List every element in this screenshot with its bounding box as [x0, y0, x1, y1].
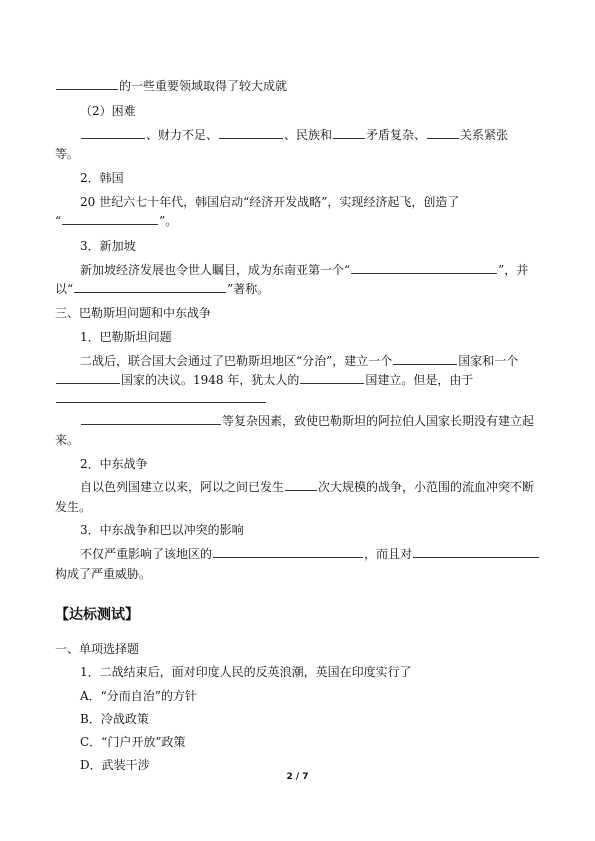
page-number: 2 / 7	[286, 772, 309, 782]
text-line: 二战后，联合国大会通过了巴勒斯坦地区“分治”，建立一个 国家和一个	[80, 354, 519, 368]
fill-blank[interactable]	[81, 413, 221, 425]
subheading-middle-east-war: 2．中东战争	[80, 457, 148, 471]
subheading-korea: 2．韩国	[80, 171, 124, 185]
text-line: 的一些重要领域取得了较大成就	[55, 78, 287, 94]
fill-blank[interactable]	[393, 353, 457, 365]
question-1: 1．二战结束后，面对印度人民的反英浪潮，英国在印度实行了	[80, 665, 412, 679]
fill-blank[interactable]	[56, 391, 266, 403]
text-line: 20 世纪六七十年代，韩国启动“经济开发战略”，实现经济起飞，创造了	[80, 195, 460, 209]
text-line: 、财力不足、 、民族和 矛盾复杂、 关系紧张	[80, 127, 508, 143]
fill-blank[interactable]	[74, 281, 226, 293]
subheading-singapore: 3．新加坡	[80, 239, 136, 253]
subheading-impact: 3．中东战争和巴以冲突的影响	[80, 523, 244, 537]
fill-blank[interactable]	[285, 479, 317, 491]
subheading-difficulties: （2）困难	[80, 104, 136, 118]
fill-blank[interactable]	[413, 546, 539, 558]
fill-blank[interactable]	[213, 546, 363, 558]
text-line: 构成了严重威胁。	[55, 567, 152, 581]
fill-blank[interactable]	[56, 78, 118, 90]
option-b[interactable]: B．冷战政策	[80, 712, 149, 726]
section-title-test: 【达标测试】	[55, 607, 139, 623]
fill-blank[interactable]	[219, 127, 283, 139]
fill-blank[interactable]	[351, 262, 497, 274]
text-line: 国家的决议。1948 年，犹太人的 国建立。但是，由于	[55, 372, 473, 388]
section-heading-palestine: 三、巴勒斯坦问题和中东战争	[55, 306, 212, 320]
fill-blank[interactable]	[427, 127, 459, 139]
option-d[interactable]: D．武装干涉	[80, 758, 150, 772]
text-line: 来。	[55, 433, 80, 447]
text-line: “ ”。	[55, 214, 178, 228]
quiz-part-heading: 一、单项选择题	[55, 642, 140, 656]
fill-blank[interactable]	[56, 372, 120, 384]
text-line: 等。	[55, 147, 80, 161]
fill-blank[interactable]	[62, 213, 158, 225]
text-line: 自以色列国建立以来，阿以之间已发生 次大规模的战争，小范围的流血冲突不断	[80, 480, 535, 494]
subheading-palestine-issue: 1．巴勒斯坦问题	[80, 330, 172, 344]
text-line: 不仅严重影响了该地区的 ，而且对	[80, 546, 540, 562]
fill-blank[interactable]	[300, 372, 364, 384]
option-c[interactable]: C．“门户开放”政策	[80, 735, 186, 749]
fill-blank[interactable]	[81, 127, 145, 139]
text-line: 新加坡经济发展也令世人瞩目，成为东南亚第一个“ ”，并	[80, 263, 529, 277]
text-line: 等复杂因素，致使巴勒斯坦的阿拉伯人国家长期没有建立起	[80, 413, 534, 429]
option-a[interactable]: A．“分而自治”的方针	[80, 689, 197, 703]
text-line: 发生。	[55, 500, 92, 514]
fill-blank[interactable]	[333, 127, 365, 139]
text-line	[55, 391, 267, 407]
text-line: 以“ ”著称。	[55, 282, 270, 296]
